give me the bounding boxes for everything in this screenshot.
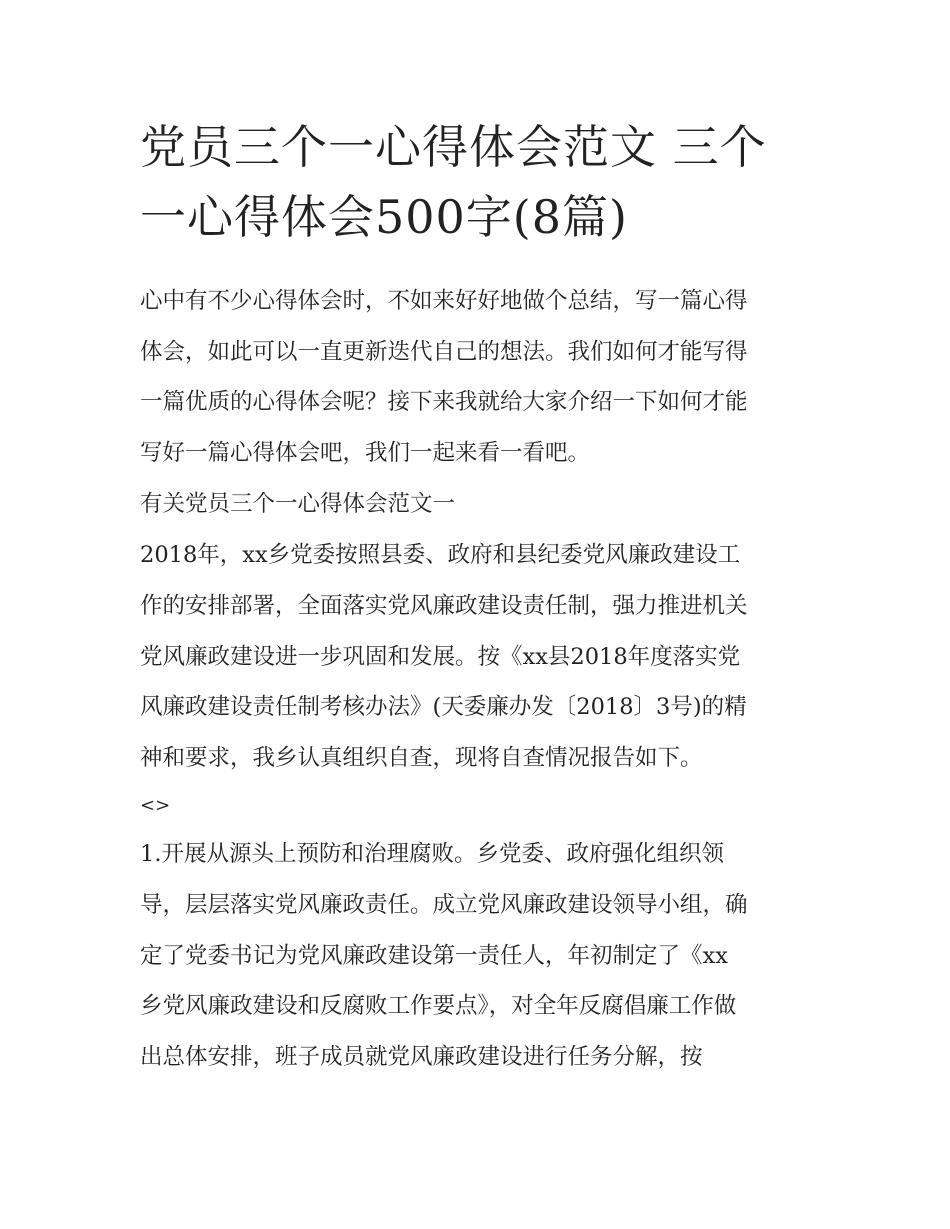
intro-line: 写好一篇心得体会吧，我们一起来看一看吧。 (140, 439, 591, 466)
intro-line: 体会，如此可以一直更新迭代自己的想法。我们如何才能写得 (140, 338, 748, 365)
paragraph-line: 乡党风廉政建设和反腐败工作要点》，对全年反腐倡廉工作做 (140, 993, 737, 1020)
paragraph-line: 定了党委书记为党风廉政建设第一责任人，年初制定了《xx (140, 942, 728, 969)
paragraph-line: 出总体安排，班子成员就党风廉政建设进行任务分解，按 (140, 1043, 703, 1070)
paragraph-line: 神和要求，我乡认真组织自查，现将自查情况报告如下。 (140, 744, 703, 771)
section-heading: 有关党员三个一心得体会范文一 (140, 491, 456, 518)
intro-paragraph (140, 276, 816, 478)
paragraph-line: 作的安排部署，全面落实党风廉政建设责任制，强力推进机关 (140, 592, 748, 619)
paragraph-1 (140, 530, 816, 783)
intro-line: 一篇优质的心得体会呢？接下来我就给大家介绍一下如何才能 (140, 389, 748, 416)
paragraph-line: 风廉政建设责任制考核办法》(天委廉办发〔2018〕3号)的精 (140, 694, 747, 721)
paragraph-line: 1.开展从源头上预防和治理腐败。乡党委、政府强化组织领 (140, 841, 724, 868)
intro-line: 心中有不少心得体会时，不如来好好地做个总结，写一篇心得 (140, 288, 748, 314)
paragraph-2 (140, 829, 816, 1082)
document-title (140, 112, 816, 252)
paragraph-line: 2018年，xx乡党委按照县委、政府和县纪委党风廉政建设工 (140, 542, 741, 569)
paragraph-line: 党风廉政建设进一步巩固和发展。按《xx县2018年度落实党 (140, 643, 741, 670)
separator-marker: <> (140, 795, 171, 817)
document-page (140, 112, 816, 1082)
paragraph-line: 导，层层落实党风廉政责任。成立党风廉政建设领导小组，确 (140, 891, 748, 918)
title-line: 一心得体会500字(8篇) (140, 190, 628, 244)
title-line: 党员三个一心得体会范文 三个 (140, 120, 767, 174)
